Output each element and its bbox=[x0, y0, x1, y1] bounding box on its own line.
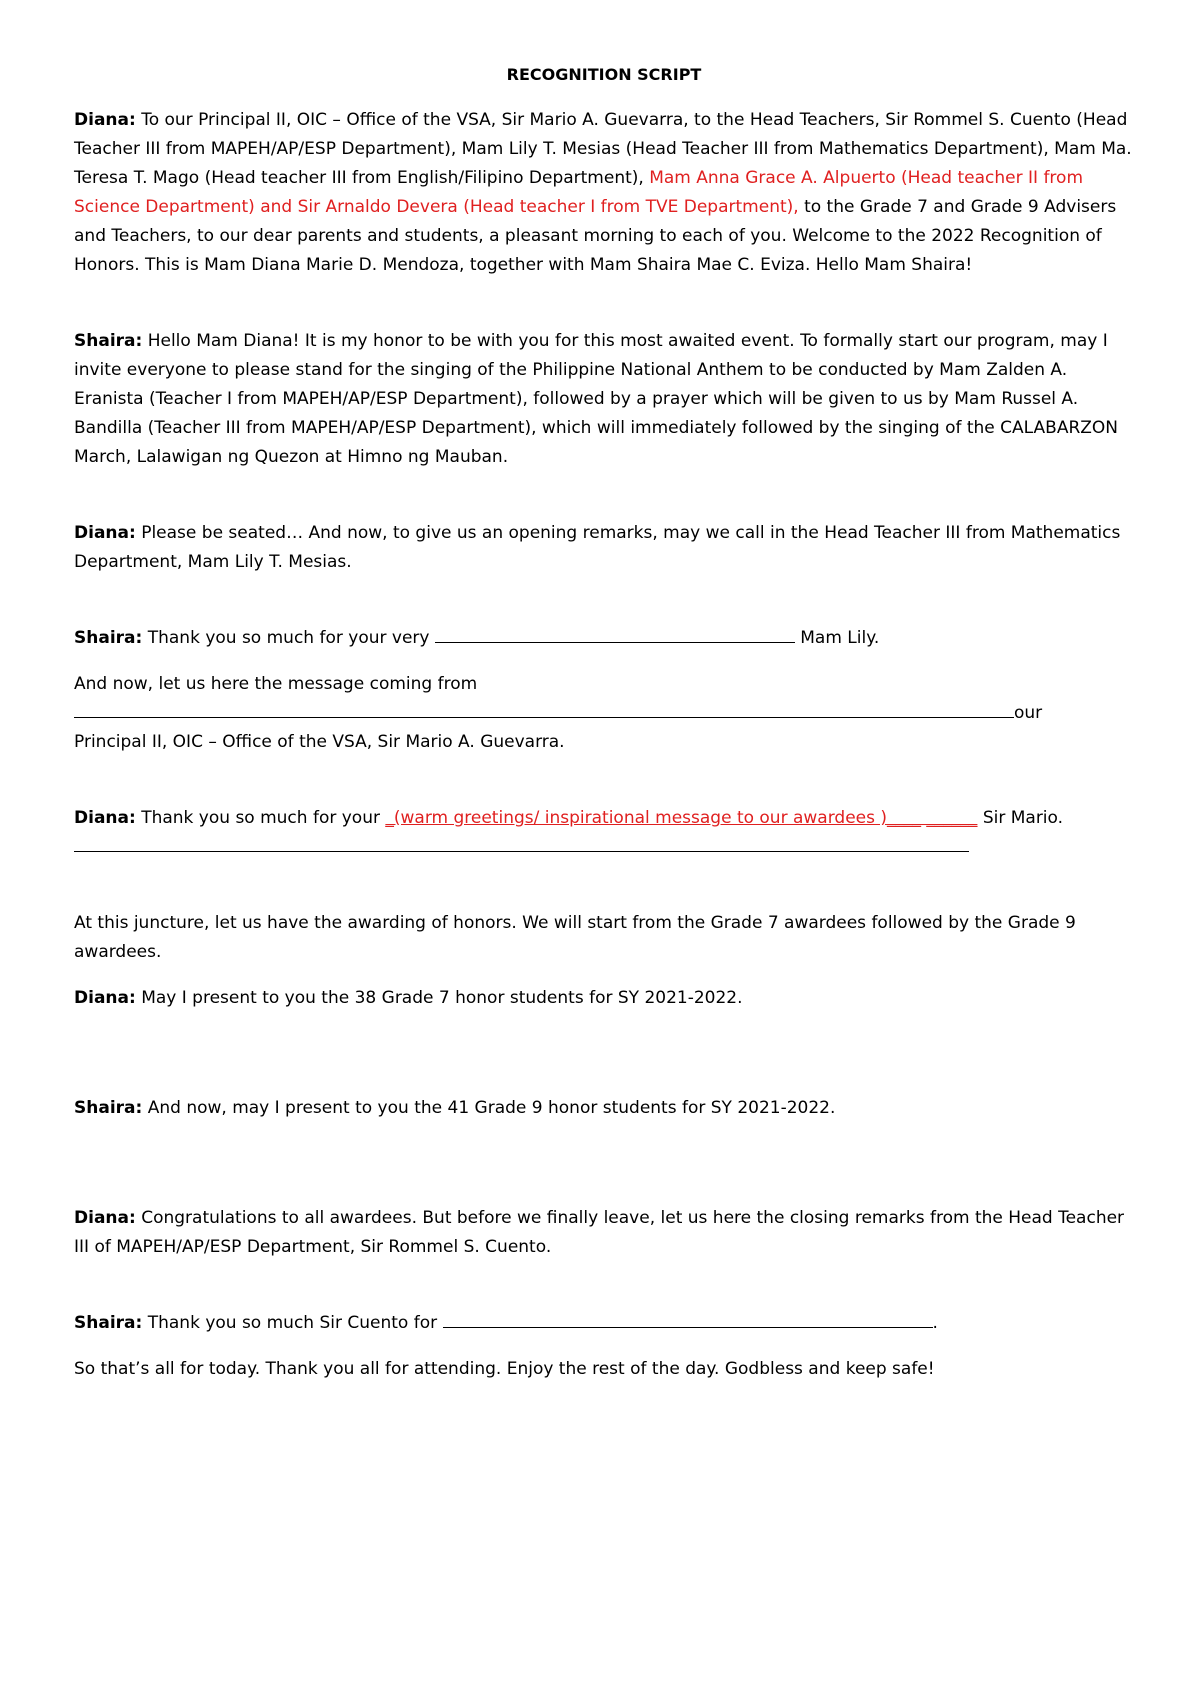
paragraph-shaira-anthem bbox=[74, 327, 1134, 472]
paragraph-text: To our Principal II, OIC – Office of the VSA, Sir Mario A. Guevarra, to the Head Teachers, Sir Rommel S. Cuento (Head Teacher III from MAPEH/AP/ESP Department), Mam Lily T. Mesias (Head Teacher III from Mathematics Department), Mam Ma. Teresa T. Mago (Head teacher III from English/Filipino Department), bbox=[74, 110, 1132, 188]
paragraph-diana-grade7 bbox=[74, 984, 1134, 1013]
paragraph-text: And now, let us here the message coming from bbox=[74, 674, 478, 694]
paragraph-diana-closing bbox=[74, 1204, 1134, 1262]
speaker-label: Diana: bbox=[74, 808, 136, 828]
paragraph-text: Thank you so much Sir Cuento for bbox=[142, 1313, 443, 1333]
paragraph-text: Thank you so much for your very bbox=[142, 628, 435, 648]
document-page bbox=[74, 58, 1134, 1384]
paragraph-diana-greeting bbox=[74, 106, 1134, 280]
paragraph-text: And now, may I present to you the 41 Grade 9 honor students for SY 2021-2022. bbox=[142, 1098, 836, 1118]
paragraph-diana-thanks-mario bbox=[74, 804, 1134, 862]
paragraph-text: Principal II, OIC – Office of the VSA, Sir Mario A. Guevarra. bbox=[74, 732, 565, 752]
paragraph-shaira-thanks-lily bbox=[74, 624, 1134, 653]
paragraph-message-principal bbox=[74, 670, 1134, 757]
fill-in-blank bbox=[443, 1309, 933, 1328]
highlighted-text: _(warm greetings/ inspirational message to our awardees )____ ______ bbox=[385, 808, 978, 828]
speaker-label: Shaira: bbox=[74, 1313, 143, 1333]
paragraph-line bbox=[74, 804, 1134, 862]
highlighted-text: Mam Anna Grace A. Alpuerto (Head teacher II from Science Department) and Sir Arnaldo Devera (Head teacher I from TVE Department), bbox=[74, 168, 1084, 217]
paragraph-awarding-intro: At this juncture, let us have the awarding of honors. We will start from the Grade 7 awardees followed by the Grade 9 awardees. bbox=[74, 913, 1076, 962]
speaker-label: Diana: bbox=[74, 1208, 136, 1228]
paragraph-text: Hello Mam Diana! It is my honor to be with you for this most awaited event. To formally start our program, may I invite everyone to please stand for the singing of the Philippine National Anthem to be conducted by Mam Zalden A. Eranista (Teacher I from MAPEH/AP/ESP Department), followed by a prayer which will be given to us by Mam Russel A. Bandilla (Teacher III from MAPEH/AP/ESP Department), which will immediately followed by the singing of the CALABARZON March, Lalawigan ng Quezon at Himno ng Mauban. bbox=[74, 331, 1118, 467]
paragraph-diana-opening-remarks bbox=[74, 519, 1134, 577]
paragraph-text: Thank you so much for your bbox=[135, 808, 386, 828]
speaker-label: Diana: bbox=[74, 110, 136, 130]
paragraph-text: . bbox=[932, 1313, 938, 1333]
speaker-label: Shaira: bbox=[74, 331, 143, 351]
paragraph-text: Please be seated… And now, to give us an opening remarks, may we call in the Head Teacher III from Mathematics Department, Mam Lily T. Mesias. bbox=[74, 523, 1121, 572]
paragraph-shaira-grade9 bbox=[74, 1094, 1134, 1123]
speaker-label: Diana: bbox=[74, 523, 136, 543]
fill-in-blank bbox=[74, 699, 1014, 718]
blank-line-row bbox=[74, 699, 1134, 728]
document-title: RECOGNITION SCRIPT bbox=[506, 65, 702, 84]
paragraph-text: our bbox=[1014, 703, 1043, 723]
paragraph-closing: So that’s all for today. Thank you all for attending. Enjoy the rest of the day. Godbless and keep safe! bbox=[74, 1359, 935, 1379]
paragraph-text: Congratulations to all awardees. But before we finally leave, let us here the closing remarks from the Head Teacher III of MAPEH/AP/ESP Department, Sir Rommel S. Cuento. bbox=[74, 1208, 1125, 1257]
paragraph-text: May I present to you the 38 Grade 7 honor students for SY 2021-2022. bbox=[135, 988, 743, 1008]
speaker-label: Diana: bbox=[74, 988, 136, 1008]
fill-in-blank bbox=[435, 624, 795, 643]
speaker-label: Shaira: bbox=[74, 1098, 143, 1118]
fill-in-blank bbox=[74, 833, 969, 852]
paragraph-text: to the Grade 7 and Grade 9 Advisers and Teachers, to our dear parents and students, a pleasant morning to each of you. Welcome to the 2022 Recognition of Honors. This is Mam Diana Marie D. Mendoza, together with Mam Shaira Mae C. Eviza. Hello Mam Shaira! bbox=[74, 197, 1117, 275]
paragraph-text: Mam Lily. bbox=[794, 628, 880, 648]
paragraph-text: Sir Mario. bbox=[977, 808, 1064, 828]
speaker-label: Shaira: bbox=[74, 628, 143, 648]
paragraph-shaira-thanks-cuento bbox=[74, 1309, 1134, 1338]
